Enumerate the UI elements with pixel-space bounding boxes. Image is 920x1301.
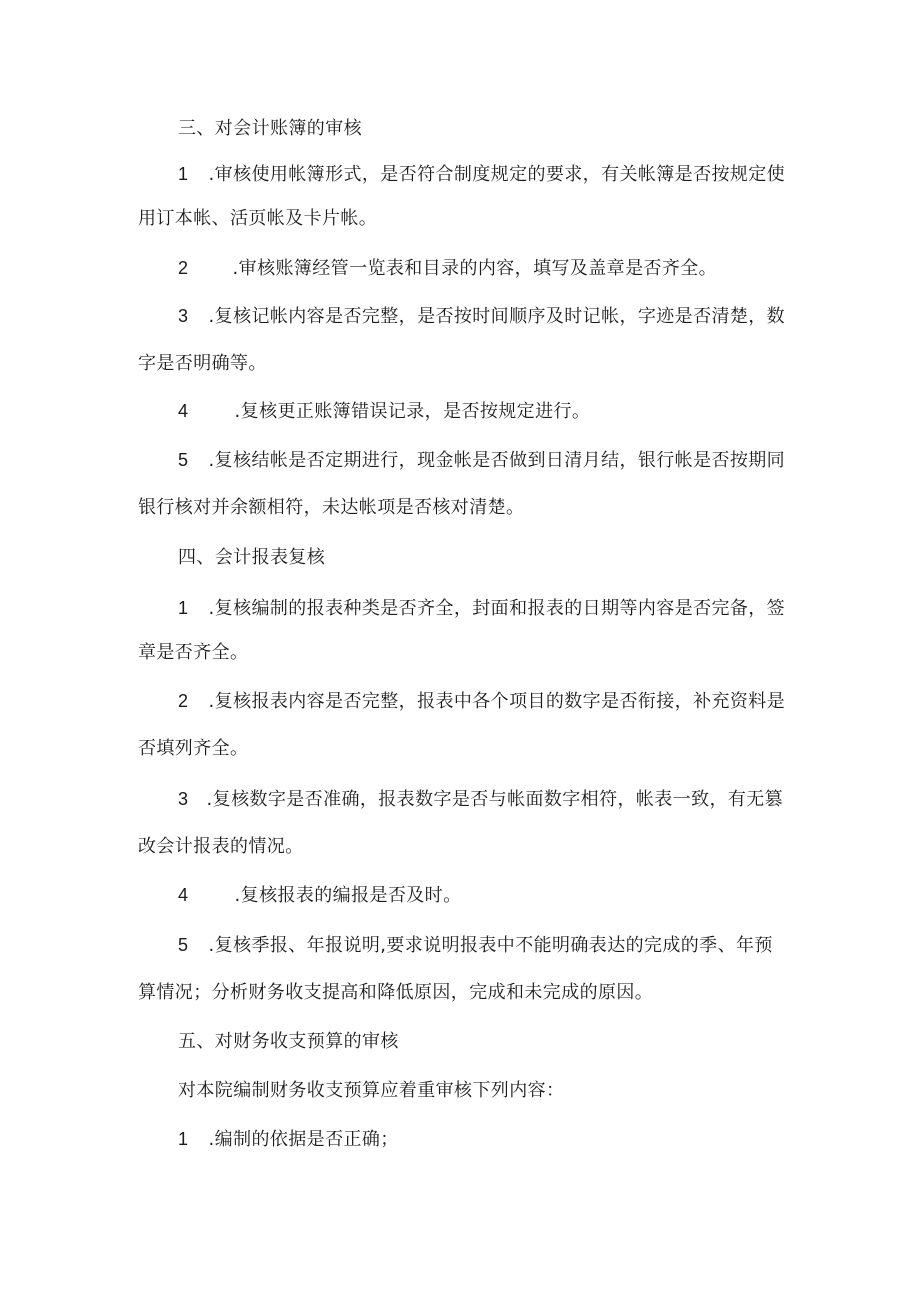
item-number: 2 (178, 258, 189, 278)
section4-item-1-line-1 (178, 596, 785, 621)
item-number: 3 (178, 306, 189, 326)
item-number: 1 (178, 598, 189, 618)
section4-item-3-line-1 (178, 787, 783, 812)
item-number: 4 (178, 401, 189, 421)
item-number: 2 (178, 691, 189, 711)
item-text: .复核数字是否准确，报表数字是否与帐面数字相符，帐表一致，有无篡 (206, 789, 784, 810)
section4-item-2-line-2: 否填列齐全。 (138, 738, 249, 759)
section4-item-4-line-1 (178, 883, 461, 908)
section-heading-3: 三、对会计账簿的审核 (178, 118, 362, 139)
item-number: 5 (178, 935, 189, 955)
item-text: .复核季报、年报说明,要求说明报表中不能明确表达的完成的季、年预 (208, 935, 773, 956)
section-heading-4: 四、会计报表复核 (178, 547, 326, 568)
section3-item-3-line-2: 字是否明确等。 (138, 353, 267, 374)
item-number: 1 (178, 1129, 189, 1149)
item-text: .审核账簿经管一览表和目录的内容，填写及盖章是否齐全。 (232, 258, 718, 279)
section3-item-1-line-1 (178, 162, 788, 187)
section4-item-1-line-2: 章是否齐全。 (138, 642, 249, 663)
item-number: 5 (178, 450, 189, 470)
section3-item-4-line-1 (178, 399, 590, 424)
item-number: 3 (178, 789, 189, 809)
section3-item-3-line-1 (178, 304, 785, 329)
section4-item-5-line-1 (178, 933, 773, 958)
section3-item-2-line-1 (178, 256, 717, 281)
item-text: .复核更正账簿错误记录，是否按规定进行。 (234, 401, 591, 422)
section3-item-5-line-2: 银行核对并余额相符，未达帐项是否核对清楚。 (138, 497, 525, 518)
item-text: .编制的依据是否正确； (208, 1129, 399, 1150)
item-text: .复核报表的编报是否及时。 (234, 885, 462, 906)
section-heading-5: 五、对财务收支预算的审核 (178, 1031, 399, 1052)
section4-item-3-line-2: 改会计报表的情况。 (138, 836, 304, 857)
item-text: .复核报表内容是否完整，报表中各个项目的数字是否衔接，补充资料是 (208, 691, 786, 712)
section5-item-1-line-1 (178, 1127, 399, 1152)
section3-item-5-line-1 (178, 448, 785, 473)
item-number: 1 (178, 164, 189, 184)
section5-intro: 对本院编制财务收支预算应着重审核下列内容： (178, 1080, 565, 1101)
section4-item-2-line-1 (178, 689, 785, 714)
item-text: .复核结帐是否定期进行，现金帐是否做到日清月结，银行帐是否按期同 (208, 450, 786, 471)
item-text: .审核使用帐簿形式，是否符合制度规定的要求，有关帐簿是否按规定使 (208, 164, 786, 185)
section3-item-1-line-2: 用订本帐、活页帐及卡片帐。 (138, 208, 378, 229)
item-number: 4 (178, 885, 189, 905)
item-text: .复核记帐内容是否完整，是否按时间顺序及时记帐，字迹是否清楚，数 (208, 306, 786, 327)
item-text: .复核编制的报表种类是否齐全，封面和报表的日期等内容是否完备，签 (208, 598, 786, 619)
section4-item-5-line-2: 算情况；分析财务收支提高和降低原因，完成和未完成的原因。 (138, 982, 654, 1003)
